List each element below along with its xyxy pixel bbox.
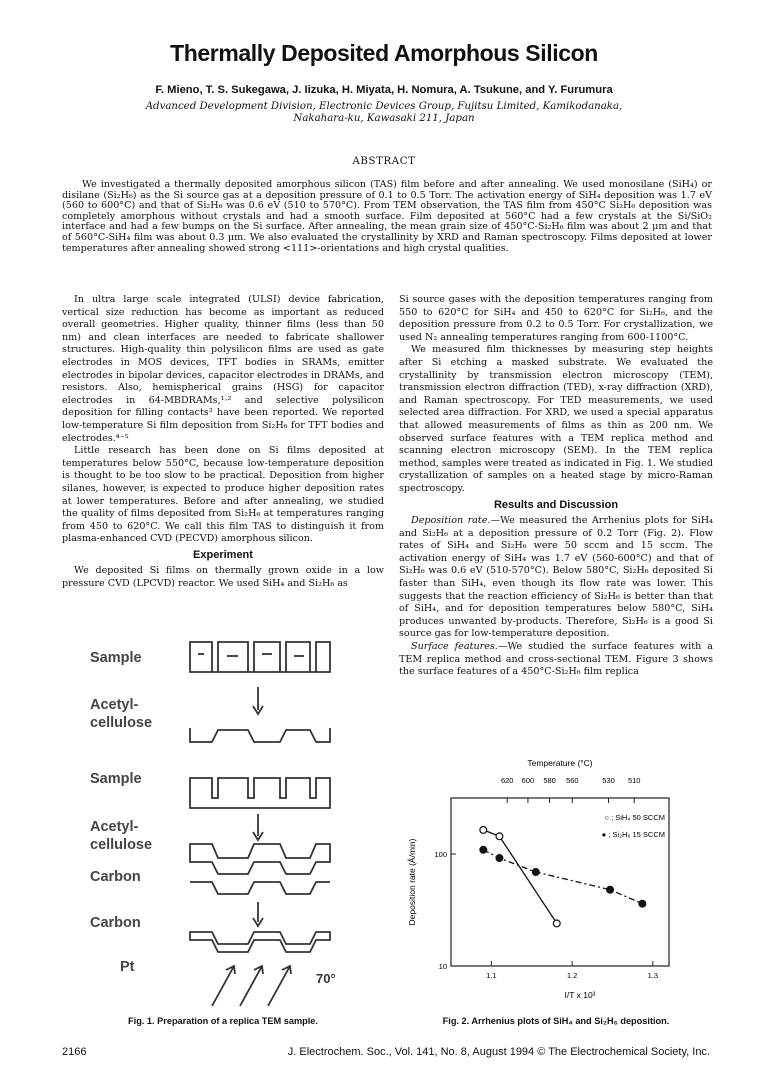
fig2-top-tick-label: 510	[627, 776, 641, 785]
fig1-label-acetylcellulose: Acetyl- cellulose	[90, 697, 153, 731]
results-heading: Results and Discussion	[493, 498, 619, 511]
fig2-top-tick-label: 620	[500, 776, 514, 785]
fig1-label-pt: Pt	[120, 959, 135, 975]
experiment-heading: Experiment	[193, 548, 253, 561]
fig2-data-point	[607, 886, 614, 893]
intro-paragraph-1: In ultra large scale integrated (ULSI) device fabrication, vertical size reduction has become as important as reduced overall geometries. Higher quality, thinner films (less than 50 nm) and clean interfaces are needed to fabricate shallower structures. High-quality thin polysilicon films are used as gate electrodes in MOS devices, TFT bodies in SRAMs, emitter electrodes in bipolar devices, capacitor electrodes in DRAMs, and resistors. Also, hemispherical grains (HSG) for capacitor electrodes in 64-MBDRAMs,¹·² and selective polysilicon deposition for filling contacts³ have been reported. We reported low-temperature Si film deposition from Si₂H₆ for TFT bodies and electrodes.⁴⁻⁵	[62, 294, 384, 444]
deposition-rate-body: —We measured the Arrhenius plots for SiH₄ and Si₂H₆ at a deposition pressure of 0.2 Torr (Fig. 2). Flow rates of SiH₄ and Si₂H₆ were 50 sccm and 15 sccm. The activation energy of SiH₄ was 1.7 eV (560-600°C) and that of Si₂H₆ was 0.6 eV (510-570°C). Below 580°C, Si₂H₆ deposited Si faster than SiH₄, even though its flow rate was lower. This suggests that the reaction efficiency of Si₂H₆ is better than that of SiH₄, and for deposition temperatures below 580°C, SiH₄ produces unwanted by-products. Therefore, Si₂H₆ is a good Si source gas for low-temperature deposition.	[399, 515, 713, 640]
fig1-angle-label: 70°	[316, 971, 336, 986]
figure-1	[62, 632, 384, 1012]
figure-2	[399, 752, 713, 1022]
surface-features-body: —We studied the surface features with a TEM replica method and cross-sectional TEM. Figure 3 shows the surface features of a 450°C-Si₂H₆ film replica	[399, 641, 713, 678]
fig2-top-tick-label: 530	[602, 776, 615, 785]
methods-paragraph-1: Si source gases with the deposition temperatures ranging from 550 to 620°C for SiH₄ and 450 to 620°C for Si₂H₆, and the deposition pressure from 0.2 to 0.5 Torr. For crystallization, we used N₂ annealing temperatures ranging from 600-1100°C.	[399, 294, 713, 343]
fig2-legend-entry: ○ ; SiH₄ 50 SCCM	[604, 813, 665, 822]
methods-paragraph-2: We measured film thicknesses by measuring step heights after Si etching a masked substrate. We evaluated the crystallinity by transmission electron microscopy (TEM), transmission electron diffraction (TED), x-ray diffraction (XRD), and Raman spectroscopy. For TED measurements, we used selected area diffraction. For XRD, we used a special apparatus that allowed measurements of films as thin as 200 nm. We observed surface features with a TEM replica method and scanning electron microscopy (SEM). In the TEM replica method, samples were treated as indicated in Fig. 1. We studied crystallization of samples on a heated stage by micro-Raman spectroscopy.	[399, 344, 713, 494]
fig2-y-tick-label: 100	[434, 850, 447, 859]
journal-citation: J. Electrochem. Soc., Vol. 141, No. 8, August 1994 © The Electrochemical Society, Inc.	[287, 1046, 710, 1058]
fig2-plot-frame	[451, 798, 669, 966]
affiliation-line-2: Nakahara-ku, Kawasaki 211, Japan	[293, 113, 475, 125]
fig2-data-point	[496, 833, 503, 840]
fig2-data-point	[553, 920, 560, 927]
fig1-carbon-replica	[190, 932, 330, 952]
fig1-label-carbon: Carbon	[90, 869, 141, 885]
experiment-paragraph: We deposited Si films on thermally grown oxide in a low pressure CVD (LPCVD) reactor. We used SiH₄ and Si₂H₆ as	[62, 565, 384, 590]
fig1-caption: Fig. 1. Preparation of a replica TEM sample.	[128, 1016, 318, 1026]
fig1-acetylcellulose-film	[190, 728, 330, 742]
fig2-top-tick-label: 600	[521, 776, 535, 785]
fig1-replica	[190, 844, 330, 874]
abstract-text: We investigated a thermally deposited amorphous silicon (TAS) film before and after annealing. We used monosilane (SiH₄) or disilane (Si₂H₆) as the Si source gas at a deposition pressure of 0.1 to 0.5 Torr. The activation energy of SiH₄ deposition was 1.7 eV (560 to 600°C) and that of Si₂H₆ was 0.6 eV (510 to 570°C). From TEM observation, the TAS film from 450°C Si₂H₆ deposition was completely amorphous without crystals and had a smooth surface. Film deposited at 560°C had a few crystals at the Si/SiO₂ interface and had a few bumps on the Si surface. After annealing, the mean grain size of 450°C-Si₂H₆ film was about 2 μm and that of 560°C-SiH₄ film was about 0.3 μm. We also evaluated the crystallinity by XRD and Raman spectroscopy. Films deposited at lower temperatures after annealing showed strong <111>-orientations and high crystal qualities.	[62, 179, 712, 254]
fig2-data-point	[480, 846, 487, 853]
fig2-x-tick-label: 1.1	[486, 971, 497, 980]
fig1-diagram	[62, 632, 384, 1012]
fig2-series-line	[483, 830, 557, 924]
fig2-legend-entry: ● ; Si₂H₆ 15 SCCM	[601, 830, 665, 839]
intro-paragraph-2: Little research has been done on Si films deposited at temperatures below 550°C, because low-temperature deposition is thought to be too slow to be practical. Deposition from higher silanes, however, is expected to produce higher deposition rates at lower temperatures. Before and after annealing, we studied the quality of films deposited from Si₂H₆ at temperatures ranging from 450 to 620°C. We call this film TAS to distinguish it from plasma-enhanced CVD (PECVD) amorphous silicon.	[62, 445, 384, 545]
fig2-x-axis-label: I/T x 10³	[564, 990, 596, 1000]
fig2-top-axis-title: Temperature (°C)	[527, 758, 593, 768]
fig2-y-tick-label: 10	[438, 962, 447, 971]
deposition-rate-paragraph	[399, 515, 713, 641]
fig2-data-point	[639, 900, 646, 907]
fig1-label-sample: Sample	[90, 650, 142, 666]
left-column	[62, 294, 384, 591]
fig1-sample-2-profile	[190, 778, 330, 808]
paper-title: Thermally Deposited Amorphous Silicon	[170, 40, 598, 66]
fig1-label-sample-2: Sample	[90, 771, 142, 787]
affiliation-line-1: Advanced Development Division, Electronic Devices Group, Fujitsu Limited, Kamikodanaka,	[145, 101, 623, 112]
page-number: 2166	[62, 1046, 87, 1058]
fig2-data-point	[480, 827, 487, 834]
fig2-x-tick-label: 1.2	[566, 971, 578, 980]
abstract-heading: ABSTRACT	[352, 156, 416, 167]
fig1-sample-profile	[190, 642, 330, 672]
fig2-caption: Fig. 2. Arrhenius plots of SiH₄ and Si₂H₆ deposition.	[442, 1016, 670, 1026]
fig2-top-tick-label: 560	[566, 776, 579, 785]
fig2-chart	[399, 752, 713, 1014]
deposition-rate-lead: Deposition rate.	[411, 515, 491, 527]
fig2-data-point	[532, 869, 539, 876]
fig2-top-tick-label: 580	[543, 776, 556, 785]
surface-features-paragraph	[399, 641, 713, 679]
fig2-y-axis-label: Deposition rate (Å/min)	[407, 838, 417, 926]
fig1-label-carbon-2: Carbon	[90, 915, 141, 931]
fig1-label-acetylcellulose-2: Acetyl- cellulose	[90, 819, 153, 853]
fig1-carbon-layer	[190, 882, 330, 894]
surface-features-lead: Surface features.	[411, 641, 498, 653]
right-column	[399, 294, 713, 679]
fig2-series-line	[483, 850, 642, 904]
author-list: F. Mieno, T. S. Sukegawa, J. Iizuka, H. Miyata, H. Nomura, A. Tsukune, and Y. Furumura	[155, 84, 613, 96]
fig2-data-point	[496, 855, 503, 862]
affiliation	[80, 101, 688, 126]
fig2-x-tick-label: 1.3	[647, 971, 659, 980]
